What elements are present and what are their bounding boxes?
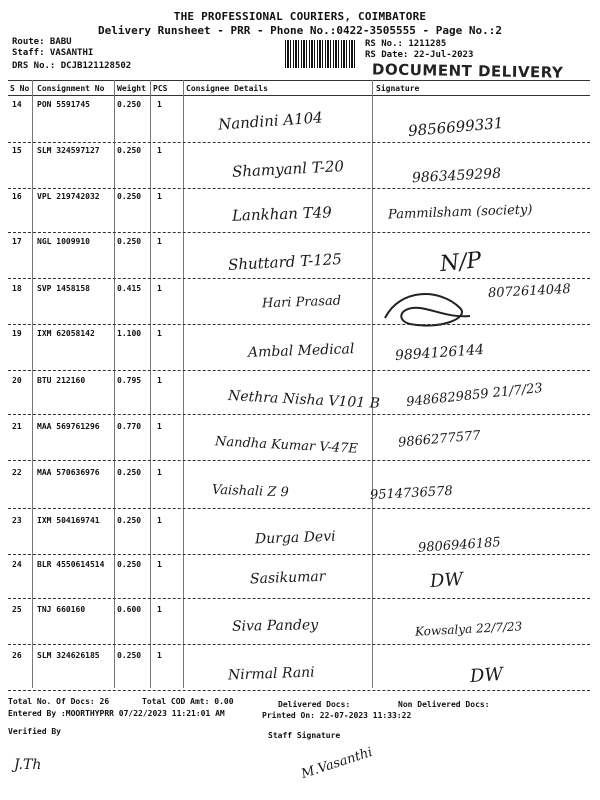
row-weight: 0.600 <box>117 605 142 614</box>
row-weight: 0.250 <box>117 146 142 155</box>
row-consignment: VPL 219742032 <box>37 192 100 201</box>
row-pcs: 1 <box>157 100 162 109</box>
row-sno: 23 <box>12 516 22 525</box>
row-consignee-handwriting: Siva Pandey <box>231 617 319 635</box>
row-pcs: 1 <box>157 329 162 338</box>
row-signature-handwriting: DW <box>469 663 504 688</box>
row-weight: 0.250 <box>117 237 142 246</box>
row-consignee-handwriting: Nandini A104 <box>217 108 324 134</box>
row-pcs: 1 <box>157 468 162 477</box>
row-signature-handwriting: 9863459298 <box>411 165 502 187</box>
row-weight: 0.250 <box>117 192 142 201</box>
row-weight: 0.770 <box>117 422 142 431</box>
drs-number: DRS No.: DCJB121128502 <box>12 61 132 71</box>
row-sno: 16 <box>12 192 22 201</box>
col-consignment: Consignment No <box>37 84 105 93</box>
signature-scribble <box>380 288 480 332</box>
col-consignee: Consignee Details <box>186 84 268 93</box>
row-consignee-handwriting: Nandha Kumar V-47E <box>214 434 359 457</box>
row-sno: 25 <box>12 605 22 614</box>
staff-label: Staff: VASANTHI <box>12 48 94 58</box>
row-sno: 14 <box>12 100 22 109</box>
row-consignment: IXM 504169741 <box>37 516 100 525</box>
printed-on: Printed On: 22-07-2023 11:33:22 <box>262 711 412 720</box>
row-divider <box>8 414 590 415</box>
col-divider <box>114 80 115 688</box>
row-consignee-handwriting: Nirmal Rani <box>227 664 315 684</box>
row-pcs: 1 <box>157 651 162 660</box>
row-consignment: TNJ 660160 <box>37 605 86 614</box>
row-consignee-handwriting: Shuttard T-125 <box>227 250 343 274</box>
row-divider <box>8 508 590 509</box>
row-sno: 22 <box>12 468 22 477</box>
row-divider <box>8 232 590 233</box>
row-consignment: NGL 1009910 <box>37 237 90 246</box>
col-pcs: PCS <box>153 84 168 93</box>
row-pcs: 1 <box>157 422 162 431</box>
row-divider <box>8 370 590 371</box>
row-consignee-handwriting: Durga Devi <box>254 528 336 548</box>
row-signature-handwriting: 9894126144 <box>394 341 485 365</box>
row-consignment: PON 5591745 <box>37 100 90 109</box>
col-signature: Signature <box>376 84 420 93</box>
row-weight: 1.100 <box>117 329 142 338</box>
table-header-rule <box>8 95 590 96</box>
row-sno: 26 <box>12 651 22 660</box>
row-consignee-handwriting: Hari Prasad <box>261 293 342 312</box>
total-cod: Total COD Amt: 0.00 <box>142 697 234 706</box>
row-divider <box>8 598 590 599</box>
row-signature-handwriting: 9514736578 <box>369 483 454 504</box>
row-weight: 0.250 <box>117 100 142 109</box>
row-pcs: 1 <box>157 560 162 569</box>
row-sno: 20 <box>12 376 22 385</box>
row-signature-handwriting: 9856699331 <box>407 113 505 141</box>
row-weight: 0.250 <box>117 651 142 660</box>
route-label: Route: BABU <box>12 37 72 47</box>
col-weight: Weight <box>117 84 146 93</box>
row-consignee-handwriting: Vaishali Z 9 <box>211 482 290 501</box>
col-divider <box>183 80 184 688</box>
row-pcs: 1 <box>157 284 162 293</box>
barcode <box>285 40 357 68</box>
col-divider <box>372 80 373 688</box>
entered-by: Entered By :MOORTHYPRR 07/22/2023 11:21:01 AM <box>8 709 225 718</box>
verified-by-label: Verified By <box>8 727 61 736</box>
row-consignee-handwriting: Shamyanl T-20 <box>231 157 345 181</box>
row-signature-handwriting: 9486829859 21/7/23 <box>405 380 544 411</box>
col-sno: S No <box>10 84 30 93</box>
col-divider <box>32 80 33 688</box>
row-consignment: BLR 4550614514 <box>37 560 105 569</box>
row-signature-handwriting: 8072614048 <box>487 281 572 302</box>
staff-signature-label: Staff Signature <box>268 731 341 740</box>
row-consignment: MAA 569761296 <box>37 422 100 431</box>
row-divider <box>8 278 590 279</box>
rs-date: RS Date: 22-Jul-2023 <box>365 50 474 60</box>
row-signature-handwriting: N/P <box>438 247 483 278</box>
row-signature-handwriting: Pammilsham (society) <box>387 202 533 223</box>
row-consignment: SLM 324626185 <box>37 651 100 660</box>
row-consignment: SLM 324597127 <box>37 146 100 155</box>
row-sno: 21 <box>12 422 22 431</box>
row-signature-handwriting: DW <box>429 568 464 593</box>
row-pcs: 1 <box>157 237 162 246</box>
staff-signature: M.Vasanthi <box>299 744 375 783</box>
row-consignee-handwriting: Nethra Nisha V101 B <box>227 388 381 412</box>
row-consignee-handwriting: Lankhan T49 <box>231 203 333 225</box>
row-weight: 0.250 <box>117 560 142 569</box>
row-consignment: IXM 62058142 <box>37 329 95 338</box>
row-pcs: 1 <box>157 146 162 155</box>
row-pcs: 1 <box>157 376 162 385</box>
company-title: THE PROFESSIONAL COURIERS, COIMBATORE <box>173 10 427 23</box>
row-weight: 0.415 <box>117 284 142 293</box>
row-signature-handwriting: 9806946185 <box>417 535 502 556</box>
row-sno: 19 <box>12 329 22 338</box>
row-pcs: 1 <box>157 516 162 525</box>
table-bottom-rule <box>8 690 590 691</box>
row-weight: 0.795 <box>117 376 142 385</box>
row-weight: 0.250 <box>117 516 142 525</box>
row-divider <box>8 324 590 325</box>
row-consignment: SVP 1458158 <box>37 284 90 293</box>
runsheet-subtitle: Delivery Runsheet - PRR - Phone No.:0422-3505555 - Page No.:2 <box>98 24 502 37</box>
row-divider <box>8 460 590 461</box>
row-divider <box>8 644 590 645</box>
delivered-docs: Delivered Docs: <box>278 700 351 709</box>
rs-number: RS No.: 1211285 <box>365 39 447 49</box>
row-sno: 24 <box>12 560 22 569</box>
total-docs: Total No. Of Docs: 26 <box>8 697 110 706</box>
row-sno: 15 <box>12 146 22 155</box>
row-consignee-handwriting: Sasikumar <box>249 568 326 588</box>
row-pcs: 1 <box>157 192 162 201</box>
table-top-rule <box>8 80 590 81</box>
row-pcs: 1 <box>157 605 162 614</box>
verifier-signature: J.Th <box>14 757 42 773</box>
document-delivery-stamp: DOCUMENT DELIVERY <box>371 60 564 82</box>
row-sno: 17 <box>12 237 22 246</box>
row-consignment: BTU 212160 <box>37 376 86 385</box>
row-divider <box>8 554 590 555</box>
row-divider <box>8 188 590 189</box>
row-consignment: MAA 570636976 <box>37 468 100 477</box>
col-divider <box>150 80 151 688</box>
row-consignee-handwriting: Ambal Medical <box>247 341 355 361</box>
row-signature-handwriting: 9866277577 <box>397 428 482 451</box>
row-sno: 18 <box>12 284 22 293</box>
row-divider <box>8 142 590 143</box>
row-signature-handwriting: Kowsalya 22/7/23 <box>414 619 523 639</box>
non-delivered-docs: Non Delivered Docs: <box>398 700 490 709</box>
row-weight: 0.250 <box>117 468 142 477</box>
